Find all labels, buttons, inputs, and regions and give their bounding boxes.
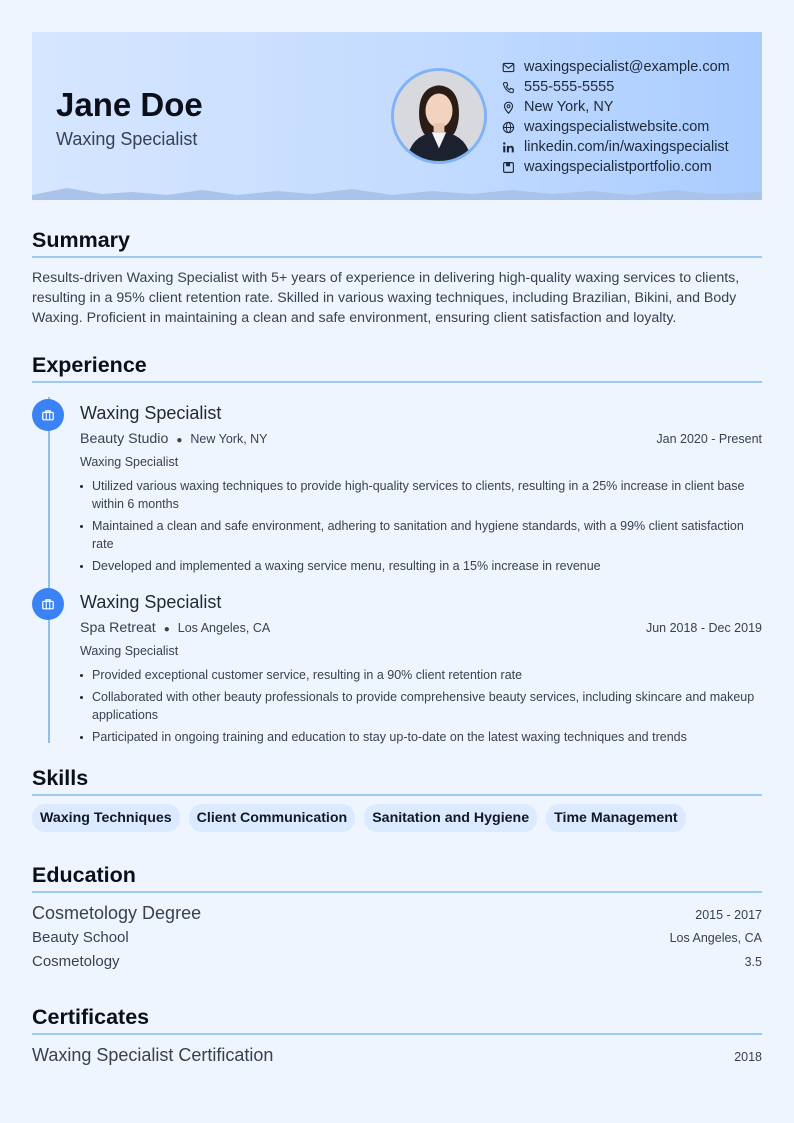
job-company: Beauty Studio xyxy=(80,431,169,447)
education-heading: Education xyxy=(32,863,136,887)
job-bullet: Utilized various waxing techniques to provide high-quality services to clients, resulting in a 25% increase in client base within 6 months xyxy=(92,477,762,513)
job-subtitle: Waxing Specialist xyxy=(80,455,179,469)
location-pin-icon xyxy=(502,100,524,114)
job-dates: Jun 2018 - Dec 2019 xyxy=(645,621,762,635)
briefcase-icon xyxy=(32,588,64,620)
education-section xyxy=(32,859,762,977)
education-school: Beauty School xyxy=(32,929,129,946)
bullet-separator: ● xyxy=(163,624,170,635)
contact-website[interactable] xyxy=(502,117,757,137)
contact-linkedin[interactable] xyxy=(502,137,757,157)
certificate-year: 2018 xyxy=(734,1050,762,1064)
header-wave-decoration xyxy=(32,186,762,200)
job-bullet: Developed and implemented a waxing service menu, resulting in a 15% increase in revenue xyxy=(92,557,762,575)
experience-timeline-line xyxy=(48,397,50,743)
resume-header xyxy=(32,32,762,200)
experience-section xyxy=(32,349,762,749)
linkedin-icon xyxy=(502,140,524,154)
contact-email-text: waxingspecialist@example.com xyxy=(524,59,730,75)
skill-chip: Time Management xyxy=(546,804,686,832)
education-field: Cosmetology xyxy=(32,953,120,970)
skills-list xyxy=(32,804,762,832)
summary-section xyxy=(32,224,762,328)
skill-chip: Client Communication xyxy=(189,804,356,832)
skill-chip: Sanitation and Hygiene xyxy=(364,804,537,832)
job-role: Waxing Specialist xyxy=(80,403,222,423)
mail-icon xyxy=(502,60,524,74)
education-divider xyxy=(32,891,762,893)
contact-phone[interactable] xyxy=(502,77,757,97)
portfolio-icon xyxy=(502,160,524,174)
skill-chip: Waxing Techniques xyxy=(32,804,180,832)
contact-website-text: waxingspecialistwebsite.com xyxy=(524,119,710,135)
certificate-name: Waxing Specialist Certification xyxy=(32,1045,274,1065)
contact-portfolio[interactable] xyxy=(502,157,757,177)
skills-heading: Skills xyxy=(32,766,89,790)
education-field-row xyxy=(32,953,762,977)
candidate-title: Waxing Specialist xyxy=(56,129,198,149)
job-role: Waxing Specialist xyxy=(80,592,222,612)
summary-heading: Summary xyxy=(32,228,130,252)
education-gpa: 3.5 xyxy=(744,955,762,969)
education-school-row xyxy=(32,929,762,953)
certificates-section xyxy=(32,1001,762,1071)
job-bullet: Collaborated with other beauty professionals to provide comprehensive beauty services, including skincare and makeup applications xyxy=(92,688,762,724)
skills-section xyxy=(32,762,762,832)
phone-icon xyxy=(502,80,524,94)
education-degree-row xyxy=(32,903,762,929)
briefcase-icon xyxy=(32,399,64,431)
resume-page xyxy=(32,32,762,1065)
job-bullet: Participated in ongoing training and education to stay up-to-date on the latest waxing techniques and trends xyxy=(92,728,762,746)
profile-photo xyxy=(391,68,487,164)
contact-portfolio-text: waxingspecialistportfolio.com xyxy=(524,159,712,175)
education-degree: Cosmetology Degree xyxy=(32,903,202,923)
summary-divider xyxy=(32,256,762,258)
job-location: Los Angeles, CA xyxy=(177,621,271,635)
job-bullet-list xyxy=(92,666,762,750)
contact-email[interactable] xyxy=(502,57,757,77)
experience-heading: Experience xyxy=(32,353,147,377)
contact-phone-text: 555-555-5555 xyxy=(524,79,615,95)
job-company: Spa Retreat xyxy=(80,620,156,636)
globe-icon xyxy=(502,120,524,134)
education-dates: 2015 - 2017 xyxy=(695,908,762,922)
contact-location xyxy=(502,97,757,117)
education-location: Los Angeles, CA xyxy=(669,931,762,945)
job-bullet: Provided exceptional customer service, resulting in a 90% client retention rate xyxy=(92,666,762,684)
job-company-line xyxy=(80,620,270,636)
summary-text: Results-driven Waxing Specialist with 5+ years of experience in delivering high-quality waxing services to clients, resulting in a 95% client retention rate. Skilled in various waxing techniques, including Brazilian, Bikini, and Body Waxing. Proficient in maintaining a clean and safe environment, ensuring client satisfaction and loyalty. xyxy=(32,270,740,326)
job-bullet-list xyxy=(92,477,762,579)
bullet-separator: ● xyxy=(176,435,183,446)
job-bullet: Maintained a clean and safe environment, adhering to sanitation and hygiene standards, with a 99% client satisfaction rate xyxy=(92,517,762,553)
certificates-divider xyxy=(32,1033,762,1035)
candidate-name: Jane Doe xyxy=(56,86,203,123)
certificate-row xyxy=(32,1045,762,1071)
job-subtitle: Waxing Specialist xyxy=(80,644,179,658)
job-location: New York, NY xyxy=(190,432,268,446)
experience-divider xyxy=(32,381,762,383)
job-company-line xyxy=(80,431,268,447)
profile-photo-image xyxy=(394,71,484,161)
contact-list xyxy=(502,57,757,177)
contact-linkedin-text: linkedin.com/in/waxingspecialist xyxy=(524,139,729,155)
certificates-heading: Certificates xyxy=(32,1005,150,1029)
contact-location-text: New York, NY xyxy=(524,99,614,115)
skills-divider xyxy=(32,794,762,796)
job-dates: Jan 2020 - Present xyxy=(656,432,762,446)
